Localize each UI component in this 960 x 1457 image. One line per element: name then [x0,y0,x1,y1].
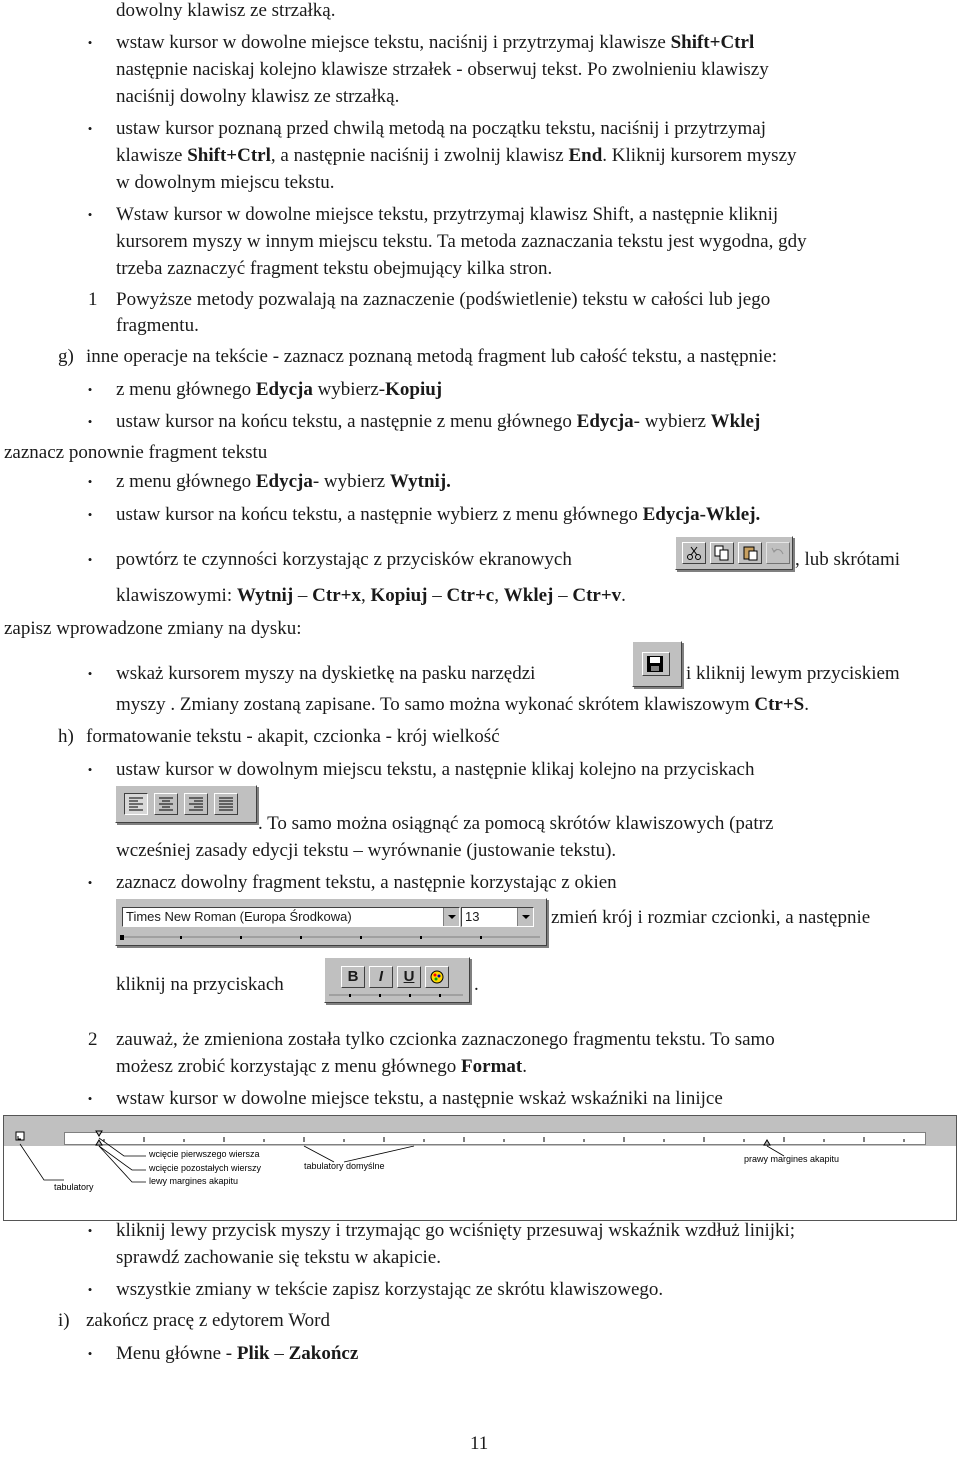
text-line: . [474,974,479,995]
font-toolbar-image [115,898,547,946]
edit-toolbar-image [675,536,793,570]
text-line: ustaw kursor na końcu tekstu, a następnie wybierz z menu głównego Edycja-Wklej. [116,504,761,525]
ruler-strip [329,991,463,999]
text-line: ustaw kursor poznaną przed chwilą metodą na początku tekstu, naciśnij i przytrzymaj [116,118,766,139]
bullet: • [87,762,93,777]
text-line: zaznacz ponownie fragment tekstu [4,442,268,463]
text-line: powtórz te czynności korzystając z przycisków ekranowych [116,549,572,570]
text-line: wskaż kursorem myszy na dyskietkę na pasku narzędzi [116,663,536,684]
section-label: g) [58,346,74,367]
text-line: zakończ pracę z edytorem Word [86,1310,330,1331]
bullet: • [87,382,93,397]
text-line: . To samo można osiągnąć za pomocą skrótów klawiszowych (patrz [258,813,774,834]
text-line: kliknij lewy przycisk myszy i trzymając go wciśnięty przesuwaj wskaźnik wzdłuż linijki; [116,1220,796,1241]
text-line: fragmentu. [116,315,199,336]
text-line: inne operacje na tekście - zaznacz poznaną metodą fragment lub całość tekstu, a następnie: [86,346,778,367]
text-line: Powyższe metody pozwalają na zaznaczenie (podświetlenie) tekstu w całości lub jego [116,289,771,310]
bullet: • [87,875,93,890]
align-right-icon[interactable] [184,793,208,815]
text-line: formatowanie tekstu - akapit, czcionka - krój wielkość [86,726,500,747]
text-line: trzeba zaznaczyć fragment tekstu obejmujący kilka stron. [116,258,553,279]
text-line: , lub skrótami [795,549,901,570]
ruler-label: prawy margines akapitu [744,1154,840,1164]
bullet: • [87,1223,93,1238]
bullet: • [87,666,93,681]
page-number: 11 [470,1433,489,1454]
bullet: • [87,1346,93,1361]
format-toolbar-image [324,957,470,1003]
text-line: wcześniej zasady edycji tekstu – wyrównanie (justowanie tekstu). [116,840,617,861]
paste-icon[interactable] [738,542,762,564]
ruler-label: lewy margines akapitu [149,1176,239,1186]
font-name-select[interactable] [122,907,460,927]
text-line: wstaw kursor w dowolne miejsce tekstu, a następnie wskaż wskaźniki na linijce [116,1088,723,1109]
list-number: 1 [88,289,98,310]
text-line: ustaw kursor na końcu tekstu, a następnie z menu głównego Edycja- wybierz Wklej [116,411,761,432]
chevron-down-icon[interactable] [517,908,533,926]
bullet: • [87,35,93,50]
text-line: zaznacz dowolny fragment tekstu, a następnie korzystając z okien [116,872,617,893]
font-size-value: 13 [465,909,480,924]
text-line: dowolny klawisz ze strzałką. [116,0,336,21]
section-label: h) [58,726,74,747]
text-line: klawiszowymi: Wytnij – Ctr+x, Kopiuj – Ctr+c, Wklej – Ctr+v. [116,585,626,606]
text-line: i kliknij lewym przyciskiem [686,663,900,684]
ruler-label: tabulatory domyślne [304,1161,385,1171]
undo-icon[interactable] [766,542,790,564]
align-justify-icon[interactable] [214,793,238,815]
text-line: ustaw kursor w dowolnym miejscu tekstu, a następnie klikaj kolejno na przyciskach [116,759,755,780]
ruler-strip [120,933,540,941]
save-toolbar-image [632,641,682,687]
bullet: • [87,552,93,567]
ruler-label: wcięcie pozostałych wierszy [149,1163,262,1173]
bullet: • [87,1091,93,1106]
text-line: zapisz wprowadzone zmiany na dysku: [4,618,302,639]
bullet: • [87,207,93,222]
highlight-icon[interactable] [425,966,449,988]
text-line: możesz zrobić korzystając z menu głównego Format. [116,1056,527,1077]
alignment-toolbar-image [115,785,257,823]
text-line: myszy . Zmiany zostaną zapisane. To samo można wykonać skrótem klawiszowym Ctr+S. [116,694,809,715]
text-line: wszystkie zmiany w tekście zapisz korzystając ze skrótu klawiszowego. [116,1279,664,1300]
text-line: Wstaw kursor w dowolne miejsce tekstu, przytrzymaj klawisz Shift, a następnie kliknij [116,204,779,225]
text-line: naciśnij dowolny klawisz ze strzałką. [116,86,400,107]
text-line: kursorem myszy w innym miejscu tekstu. Ta metoda zaznaczania tekstu jest wygodna, gdy [116,231,807,252]
align-center-icon[interactable] [154,793,178,815]
text-line: sprawdź zachowanie się tekstu w akapicie. [116,1247,441,1268]
align-left-icon[interactable] [124,793,148,815]
font-size-select[interactable] [461,907,534,927]
text-line: z menu głównego Edycja- wybierz Wytnij. [116,471,451,492]
text-line: w dowolnym miejscu tekstu. [116,172,335,193]
bullet: • [87,474,93,489]
cut-icon[interactable] [682,542,706,564]
text-line: klawisze Shift+Ctrl, a następnie naciśnij i zwolnij klawisz End. Kliknij kursorem myszy [116,145,797,166]
text-line: z menu głównego Edycja wybierz-Kopiuj [116,379,443,400]
copy-icon[interactable] [710,542,734,564]
chevron-down-icon[interactable] [443,908,459,926]
bullet: • [87,414,93,429]
ruler-screenshot [3,1115,957,1221]
text-line: wstaw kursor w dowolne miejsce tekstu, naciśnij i przytrzymaj klawisze Shift+Ctrl [116,32,755,53]
ruler-label: tabulatory [54,1182,94,1192]
underline-button[interactable]: U [397,966,421,988]
text-line: następnie naciskaj kolejno klawisze strzałek - obserwuj tekst. Po zwolnieniu klawiszy [116,59,769,80]
text-line: Menu główne - Plik – Zakończ [116,1343,359,1364]
list-number: 2 [88,1029,98,1050]
ruler-label: wcięcie pierwszego wiersza [149,1149,260,1159]
text-line: zmień krój i rozmiar czcionki, a następnie [551,907,871,928]
bold-button[interactable]: B [341,966,365,988]
font-name-value: Times New Roman (Europa Środkowa) [126,909,352,924]
bullet: • [87,507,93,522]
bullet: • [87,121,93,136]
text-line: zauważ, że zmieniona została tylko czcionka zaznaczonego fragmentu tekstu. To samo [116,1029,775,1050]
bullet: • [87,1282,93,1297]
floppy-disk-icon[interactable] [642,652,670,676]
section-label: i) [58,1310,70,1331]
text-line: kliknij na przyciskach [116,974,284,995]
italic-button[interactable]: I [369,966,393,988]
